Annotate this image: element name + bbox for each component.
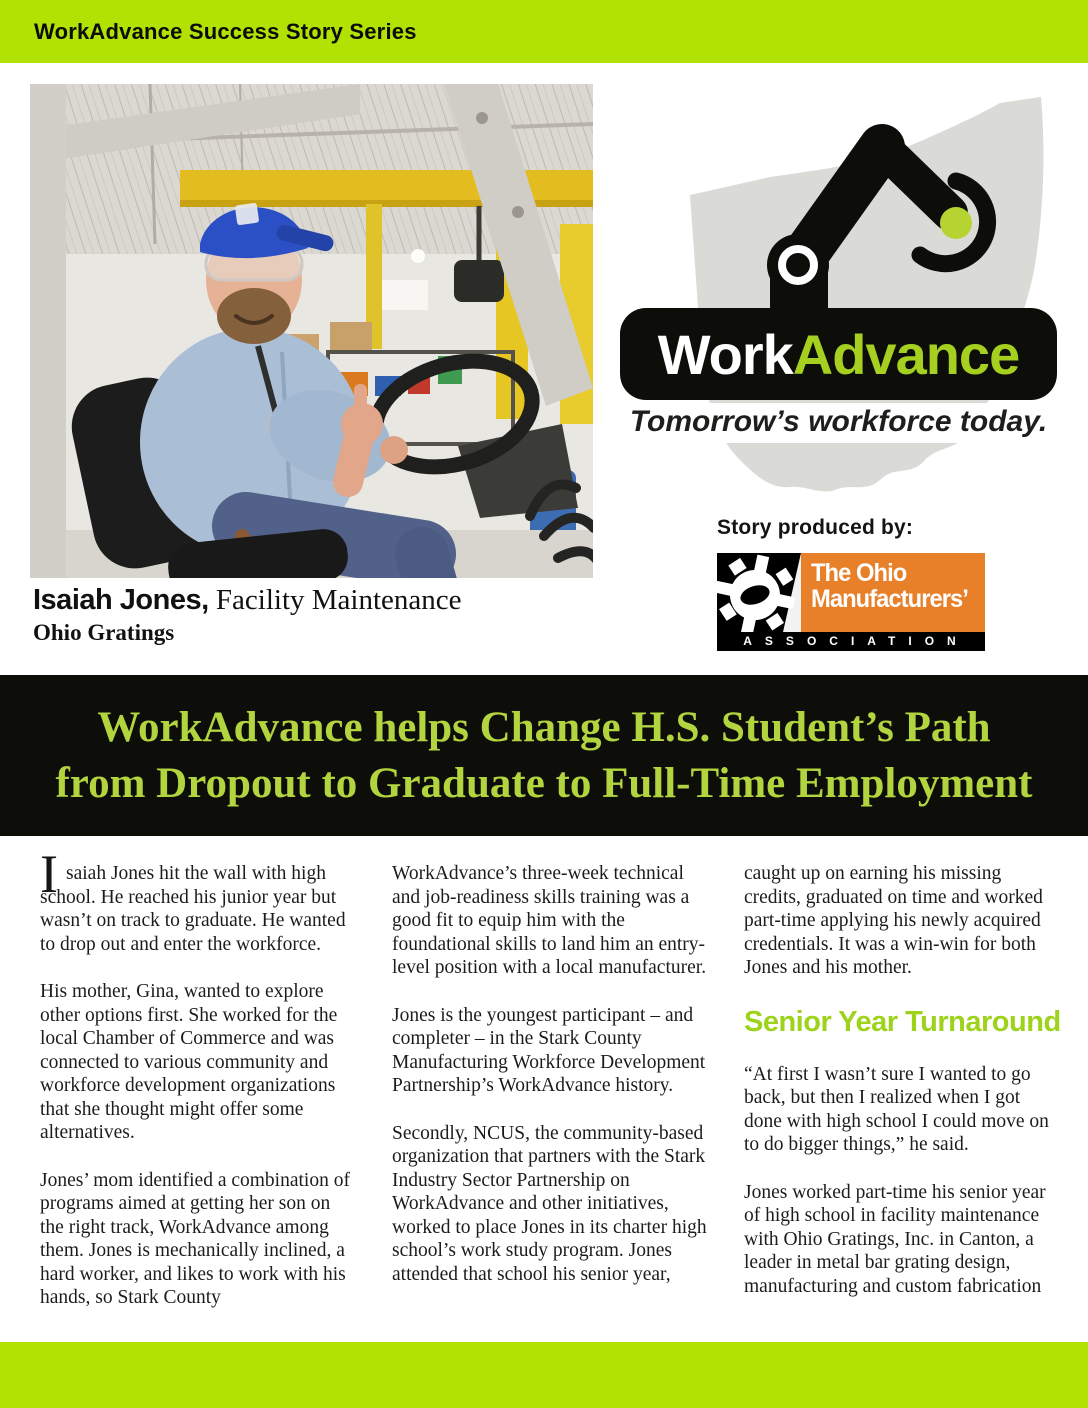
oma-logo [717, 553, 985, 651]
article-paragraph: Secondly, NCUS, the community-based organization that partners with the Stark Industry Sector Partnership on WorkAdvance and other initiatives, worked to place Jones in its charter high school’s work study program. Jones attended that school his senior year, [392, 1122, 707, 1285]
caption-name: Isaiah Jones, [33, 584, 209, 616]
story-photo [30, 84, 593, 578]
article-paragraph: I saiah Jones hit the wall with high school. He reached his junior year but wasn’t on track to graduate. He wanted to drop out and enter the workforce. [40, 844, 346, 955]
headline-banner [0, 675, 1088, 836]
workadvance-logo [620, 95, 1060, 505]
article-paragraph: His mother, Gina, wanted to explore other options first. She worked for the local Chamber of Commerce and was connected to various community and workforce development organizations that she thought might offer some alternatives. [40, 981, 338, 1143]
article-paragraph: Jones is the youngest participant – and completer – in the Stark County Manufacturing Workforce Development Partnership’s WorkAdvance history. [392, 1004, 706, 1096]
logo-tagline: Tomorrow’s workforce today. [620, 403, 1057, 443]
oma-association-bar: ASSOCIATION [717, 632, 985, 651]
caption-company: Ohio Gratings [33, 620, 175, 645]
caption-role: Facility Maintenance [208, 584, 462, 616]
article-column-3 [744, 862, 1062, 1342]
workadvance-wordmark [620, 308, 1057, 400]
headline-line2: from Dropout to Graduate to Full-Time Employment [55, 760, 1033, 807]
article-body [0, 836, 1088, 1342]
article-paragraph: “At first I wasn’t sure I wanted to go back, but then I realized when I got done with high school I could move on to do bigger things,” he said. [744, 1063, 1049, 1155]
oma-line1: The Ohio [811, 559, 907, 587]
produced-by-label: Story produced by: [717, 516, 914, 539]
wordmark-work: Work [657, 322, 793, 386]
section-heading: Senior Year Turnaround [744, 1005, 1061, 1038]
photo-caption [33, 584, 462, 646]
article-paragraph: caught up on earning his missing credits, graduated on time and worked part-time applying his newly acquired credentials. It was a win-win for both Jones and his mother. [744, 863, 1043, 978]
oma-name-block [801, 553, 985, 632]
oma-gear-icon [717, 553, 801, 632]
wordmark-advance: Advance [792, 322, 1020, 386]
series-title: WorkAdvance Success Story Series [34, 18, 417, 44]
oma-line2: Manufacturers’ [811, 585, 968, 613]
article-paragraph: WorkAdvance’s three-week technical and job-readiness skills training was a good fit to equip him with the foundational skills to land him an entry-level position with a local manufacturer. [392, 863, 707, 978]
photo-illustration [30, 84, 593, 578]
top-series-bar [0, 0, 1088, 63]
article-paragraph: Jones’ mom identified a combination of programs aimed at getting her son on the right track, WorkAdvance among them. Jones is mechanically inclined, a hard worker, and likes to work with his hands, so Stark County [40, 1169, 350, 1308]
headline-line1: WorkAdvance helps Change H.S. Student’s Path [97, 704, 991, 751]
article-paragraph: Jones worked part-time his senior year of high school in facility maintenance with Ohio Gratings, Inc. in Canton, a leader in metal bar grating design, manufacturing and custom fabrication [744, 1181, 1046, 1297]
ohio-robot-arm-graphic [620, 95, 1060, 505]
drop-cap: I [40, 844, 58, 904]
article-column-2 [392, 862, 710, 1342]
footer-green-bar [0, 1342, 1088, 1408]
article-column-1 [40, 844, 358, 1342]
